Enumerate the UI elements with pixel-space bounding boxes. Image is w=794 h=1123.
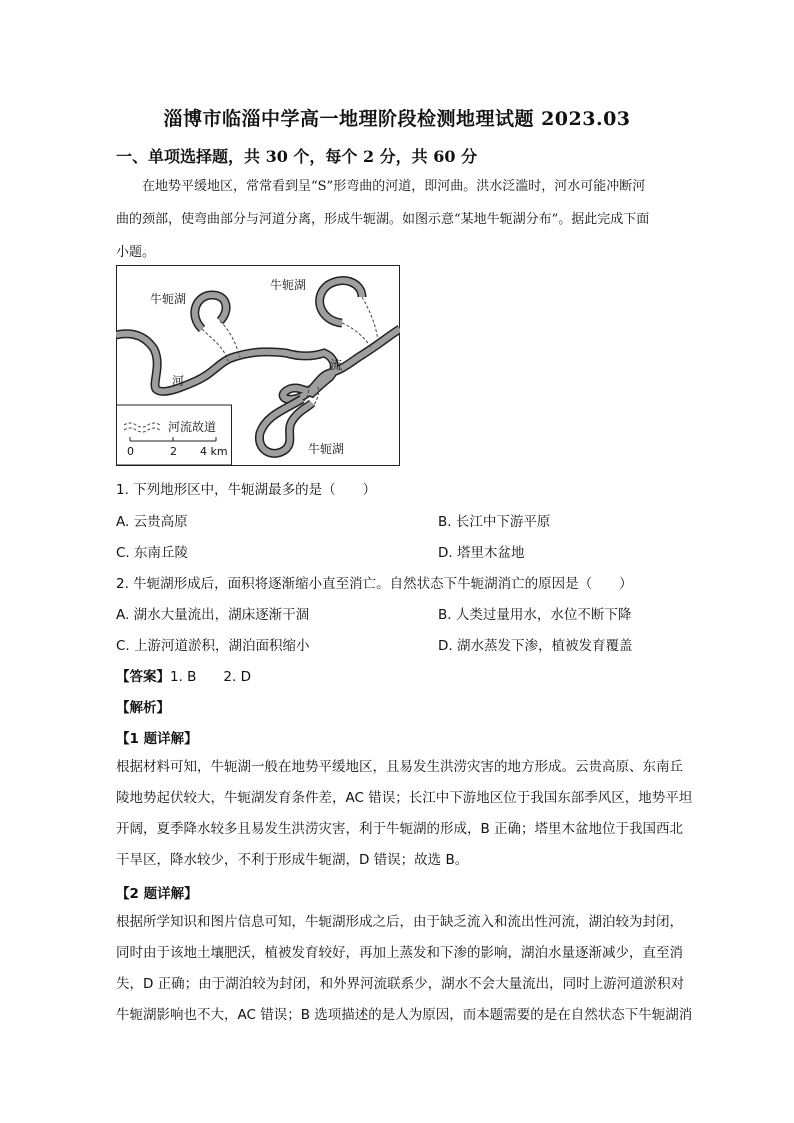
map-label-river-he: 河	[172, 374, 185, 388]
scale-tick: 4 km	[200, 445, 228, 458]
intro-line: 小题。	[116, 245, 156, 260]
map-label-river-liu: 流	[330, 358, 343, 372]
map-label-lake-bottom: 牛轭湖	[308, 442, 345, 456]
question-1-stem: 1. 下列地形区中，牛轭湖最多的是（ ）	[116, 482, 377, 498]
question-1-option-c: C. 东南丘陵	[116, 545, 189, 561]
legend-label: 河流故道	[168, 420, 217, 434]
question-1-option-b: B. 长江中下游平原	[438, 514, 551, 530]
question-1-option-d: D. 塔里木盆地	[438, 545, 525, 561]
question-2-option-b: B. 人类过量用水，水位不断下降	[438, 607, 632, 623]
answer-line	[116, 665, 251, 685]
detail-2-line: 失，D 正确；由于湖泊较为封闭，和外界河流联系少，湖水不会大量流出，同时上游河道淤积对	[116, 976, 685, 992]
scale-tick: 0	[127, 445, 134, 458]
detail-1-label: 【1 题详解】	[116, 731, 198, 747]
detail-1-paragraph	[116, 752, 701, 876]
question-2-stem: 2. 牛轭湖形成后，面积将逐渐缩小直至消亡。自然状态下牛轭湖消亡的原因是（ ）	[116, 576, 633, 592]
question-2-option-c: C. 上游河道淤积，湖泊面积缩小	[116, 638, 310, 654]
detail-1-line: 根据材料可知，牛轭湖一般在地势平缓地区，且易发生洪涝灾害的地方形成。云贵高原、东南丘	[116, 759, 683, 775]
detail-2-line: 同时由于该地土壤肥沃，植被发育较好，再加上蒸发和下渗的影响，湖泊水量逐渐减少，直至消	[116, 945, 683, 961]
page-title: 淄博市临淄中学高一地理阶段检测地理试题 2023.03	[163, 108, 631, 130]
question-2-option-d: D. 湖水蒸发下渗，植被发育覆盖	[438, 638, 633, 654]
intro-line: 在地势平缓地区，常常看到呈“S”形弯曲的河道，即河曲。洪水泛滥时，河水可能冲断河	[142, 179, 646, 194]
question-1-option-a: A. 云贵高原	[116, 514, 188, 530]
map-legend	[117, 405, 232, 465]
analysis-label: 【解析】	[116, 700, 170, 716]
intro-paragraph	[116, 170, 696, 269]
answer-text: 1. B 2. D	[170, 669, 251, 685]
detail-2-line: 牛轭湖影响也不大，AC 错误；B 选项描述的是人为原因，而本题需要的是在自然状态下牛轭湖消	[116, 1007, 693, 1023]
detail-2-line: 根据所学知识和图片信息可知，牛轭湖形成之后，由于缺乏流入和流出性河流，湖泊较为封闭，	[116, 914, 683, 930]
detail-1-line: 干旱区，降水较少，不利于形成牛轭湖，D 错误；故选 B。	[116, 852, 469, 868]
map-label-lake-top: 牛轭湖	[270, 278, 307, 292]
intro-line: 曲的颈部，使弯曲部分与河道分离，形成牛轭湖。如图示意“某地牛轭湖分布”。据此完成下面	[116, 212, 650, 227]
detail-1-line: 陵地势起伏较大，牛轭湖发育条件差，AC 错误；长江中下游地区位于我国东部季风区，地势平坦	[116, 790, 693, 806]
detail-2-paragraph	[116, 907, 701, 1031]
oxbow-lake-map	[116, 265, 400, 466]
scale-tick: 2	[170, 445, 177, 458]
detail-2-label: 【2 题详解】	[116, 886, 198, 902]
map-label-lake-left: 牛轭湖	[150, 292, 187, 306]
answer-label: 【答案】	[116, 669, 170, 685]
question-2-option-a: A. 湖水大量流出，湖床逐渐干涸	[116, 607, 310, 623]
detail-1-line: 开阔，夏季降水较多且易发生洪涝灾害，利于牛轭湖的形成，B 正确；塔里木盆地位于我国西北	[116, 821, 684, 837]
section-heading: 一、单项选择题，共 30 个，每个 2 分，共 60 分	[116, 147, 478, 166]
